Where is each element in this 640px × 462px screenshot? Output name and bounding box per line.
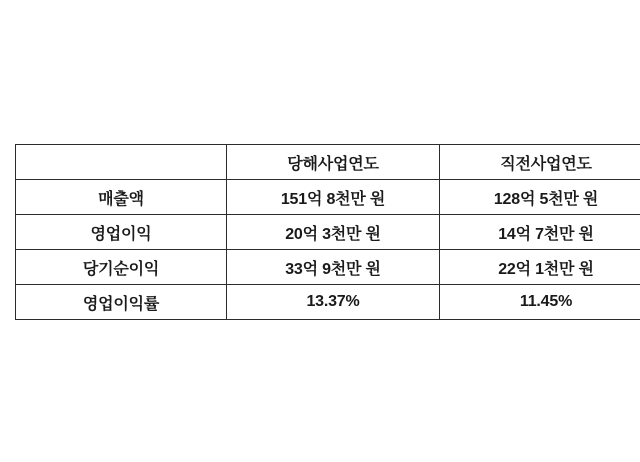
header-cell-current-year: 당해사업연도: [227, 145, 440, 180]
header-cell-blank: [16, 145, 227, 180]
table-row: [16, 215, 640, 250]
cell-operating-profit-current: 20억 3천만 원: [227, 215, 440, 250]
header-cell-previous-year: 직전사업연도: [440, 145, 640, 180]
cell-revenue-previous: 128억 5천만 원: [440, 180, 640, 215]
row-label-operating-margin: 영업이익률: [16, 285, 227, 320]
table-row: [16, 250, 640, 285]
row-label-operating-profit: 영업이익: [16, 215, 227, 250]
cell-net-income-previous: 22억 1천만 원: [440, 250, 640, 285]
cell-operating-margin-previous: 11.45%: [440, 285, 640, 320]
table-row: [16, 180, 640, 215]
table-header-row: [16, 145, 640, 180]
row-label-revenue: 매출액: [16, 180, 227, 215]
cell-operating-margin-current: 13.37%: [227, 285, 440, 320]
financial-summary-table: [15, 144, 640, 320]
cell-net-income-current: 33억 9천만 원: [227, 250, 440, 285]
table-row: [16, 285, 640, 320]
cell-revenue-current: 151억 8천만 원: [227, 180, 440, 215]
row-label-net-income: 당기순이익: [16, 250, 227, 285]
financial-table-container: [15, 144, 625, 320]
cell-operating-profit-previous: 14억 7천만 원: [440, 215, 640, 250]
